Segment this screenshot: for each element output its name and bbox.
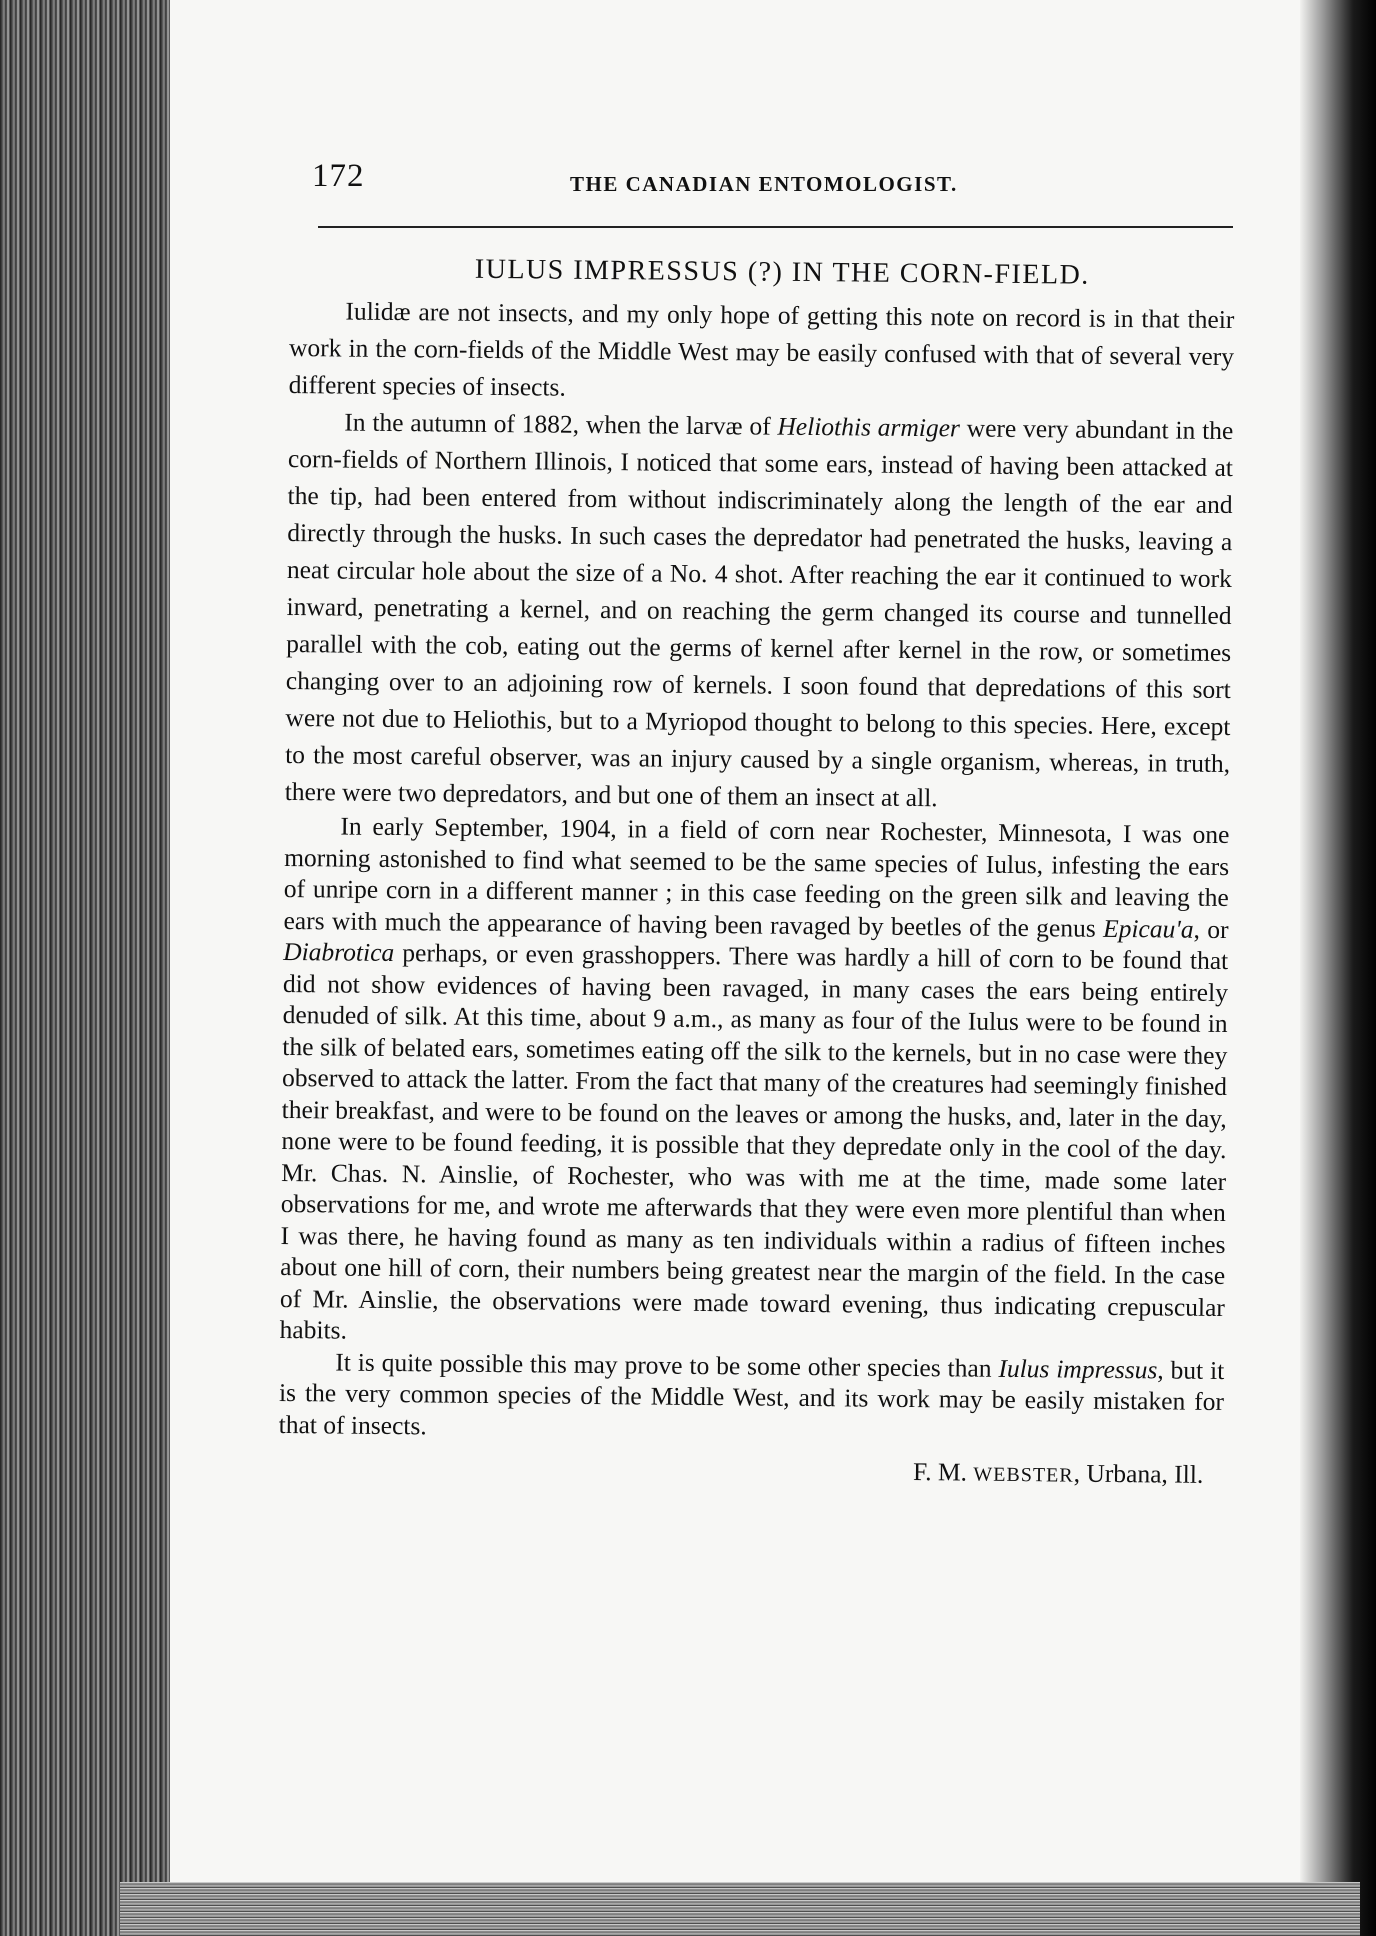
page-gutter-shadow: [1300, 0, 1376, 1936]
paragraph-2: [285, 403, 1234, 819]
paragraph-4-text-a: It is quite possible this may prove to be some other species than: [335, 1346, 999, 1383]
article-title: IULUS IMPRESSUS (?) IN THE CORN-FIELD.: [474, 253, 1090, 291]
signature-location: , Urbana, Ill.: [1073, 1458, 1204, 1489]
book-page-edges-bottom: [120, 1882, 1360, 1936]
paragraph-3-text-c: perhaps, or even grasshoppers. There was hardly a hill of corn to be found that did not show evidences of having been ravaged, in many cases the ears being entirely denuded of silk. At this time, about 9 a.m., as many as four of the Iulus were to be found in the silk of belated ears, sometimes eating off the silk to the kernels, but in no case were they observed to attack the latter. From the fact that many of the creatures had seemingly finished their breakfast, and were to be found on the leaves or among the husks, and, later in the day, none were to be found feeding, it is possible that they depredate only in the cool of the day. Mr. Chas. N. Ainslie, of Rochester, who was with me at the time, made some later observations for me, and wrote me afterwards that they were even more plentiful than when I was there, he having found as many as ten individuals within a radius of fifteen inches about one hill of corn, their numbers being greatest near the margin of the field. In the case of Mr. Ainslie, the observations were made toward evening, thus indicating crepuscular habits.: [279, 938, 1229, 1345]
article: [278, 250, 1235, 1497]
paragraph-3-genus-1: Epicau'a: [1102, 913, 1194, 944]
signature-surname: WEBSTER: [973, 1463, 1074, 1487]
paragraph-3-genus-2: Diabrotica: [283, 936, 395, 968]
paragraph-3-text-a: In early September, 1904, in a field of corn near Rochester, Minnesota, I was one morning astonished to find what seemed to be the same species of Iulus, infesting the ears of unripe corn in a different manner ; in this case feeding on the green silk and leaving the ears with much the appearance of having been ravaged by beetles of the genus: [283, 811, 1230, 943]
page-header: [170, 150, 1240, 210]
paragraph-2-text-b: were very abundant in the corn-fields of Northern Illinois, I noticed that some ears, instead of having been attacked at the tip, had been entered from without indiscriminately along the length of the ear and directly through the husks. In such cases the depredator had penetrated the husks, leaving a neat circular hole about the size of a No. 4 shot. After reaching the ear it continued to work inward, penetrating a kernel, and on reaching the germ changed its course and tunnelled parallel with the cob, eating out the germs of kernel after kernel in the row, or sometimes changing over to an adjoining row of kernels. I soon found that depredations of this sort were not due to Heliothis, but to a Myriopod thought to belong to this species. Here, except to the most careful observer, was an injury caused by a single organism, whereas, in truth, there were two depredators, and but one of them an insect at all.: [284, 413, 1234, 813]
paragraph-4-text-b: , but it is the very common species of the Middle West, and its work may be easily mistaken for that of insects.: [278, 1354, 1225, 1440]
paragraph-2-species-name: Heliothis armiger: [777, 411, 961, 443]
running-title: THE CANADIAN ENTOMOLOGIST.: [570, 172, 958, 196]
page-number: 172: [312, 158, 365, 194]
book-page-edges-left: [0, 0, 170, 1936]
paragraph-4-species-name: Iulus impressus: [998, 1353, 1158, 1384]
header-rule: [318, 226, 1233, 228]
paragraph-4: [279, 1345, 1225, 1449]
paragraph-3-text-b: , or: [1193, 914, 1229, 944]
signature-initials: F. M.: [912, 1457, 974, 1487]
paragraph-1: Iulidæ are not insects, and my only hope of getting this note on record is in that their work in the corn-fields of the Middle West may be easily confused with that of several very different species of insects.: [288, 296, 1235, 402]
paragraph-3: [279, 810, 1229, 1355]
paragraph-2-text-a: In the autumn of 1882, when the larvæ of: [344, 407, 778, 441]
